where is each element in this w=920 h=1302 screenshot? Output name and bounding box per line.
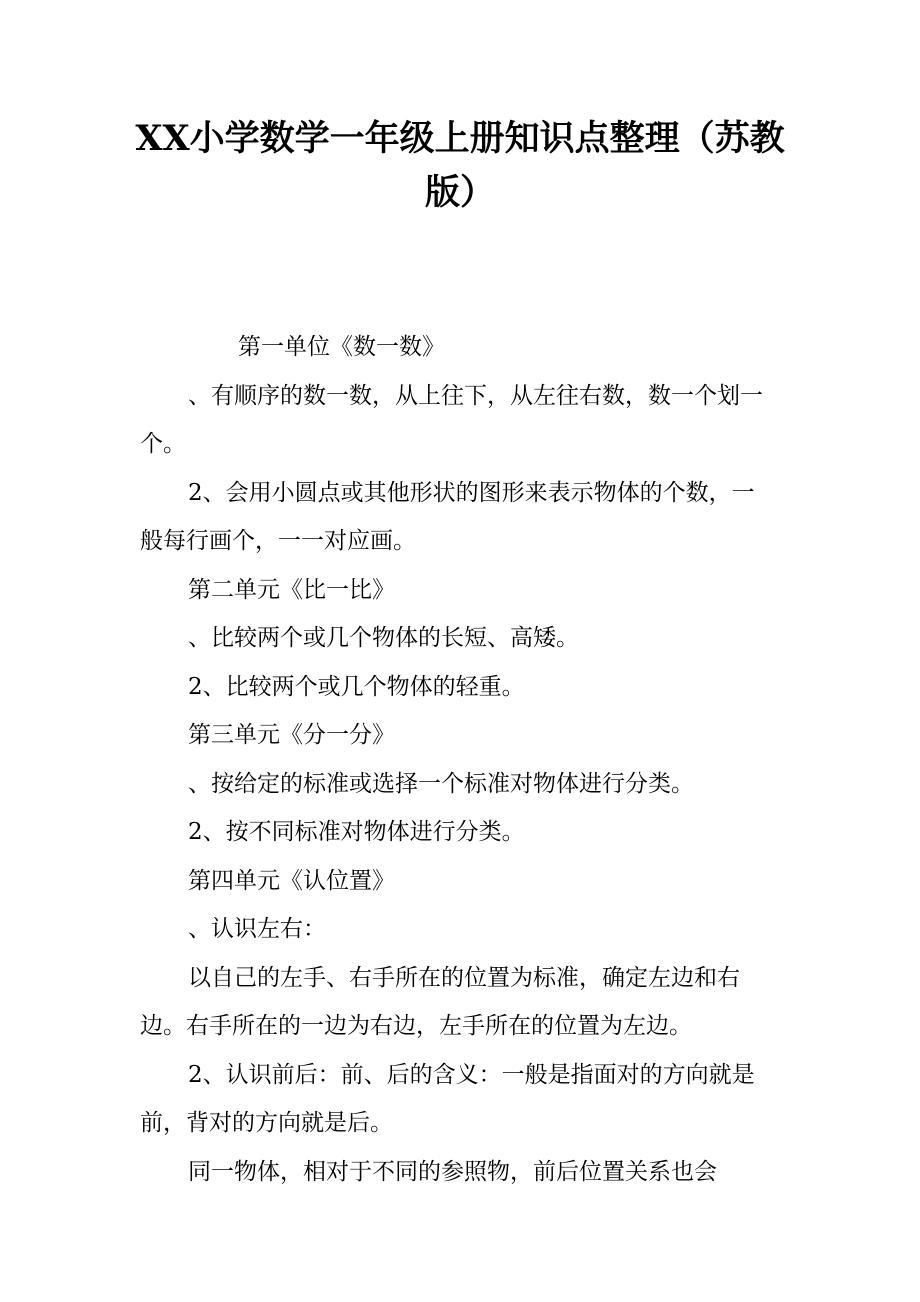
- paragraph: 、比较两个或几个物体的长短、高矮。: [188, 625, 579, 651]
- paragraph: 2、会用小圆点或其他形状的图形来表示物体的个数，一般每行画个，一一对应画。: [140, 479, 755, 554]
- section-heading-unit-4: 第四单元《认位置》: [188, 867, 395, 894]
- document-body: [140, 323, 770, 1196]
- section-heading-unit-3: 第三单元《分一分》: [188, 722, 395, 748]
- document-title: XX小学数学一年级上册知识点整理（苏教版）: [135, 118, 785, 213]
- paragraph: 、认识左右：: [188, 916, 326, 942]
- paragraph: 、按给定的标准或选择一个标准对物体进行分类。: [188, 770, 694, 797]
- paragraph: 2、认识前后：前、后的含义：一般是指面对的方向就是前，背对的方向就是后。: [140, 1061, 755, 1136]
- paragraph: 2、按不同标准对物体进行分类。: [188, 819, 525, 845]
- section-heading-unit-1: 第一单位《数一数》: [238, 334, 445, 360]
- paragraph: 同一物体，相对于不同的参照物，前后位置关系也会: [188, 1158, 717, 1185]
- section-heading-unit-2: 第二单元《比一比》: [188, 576, 395, 603]
- paragraph: 、有顺序的数一数，从上往下，从左往右数，数一个划一个。: [140, 382, 763, 457]
- paragraph: 以自己的左手、右手所在的位置为标准，确定左边和右边。右手所在的一边为右边，左手所在的位置为左边。: [140, 964, 740, 1039]
- paragraph: 2、比较两个或几个物体的轻重。: [188, 673, 525, 700]
